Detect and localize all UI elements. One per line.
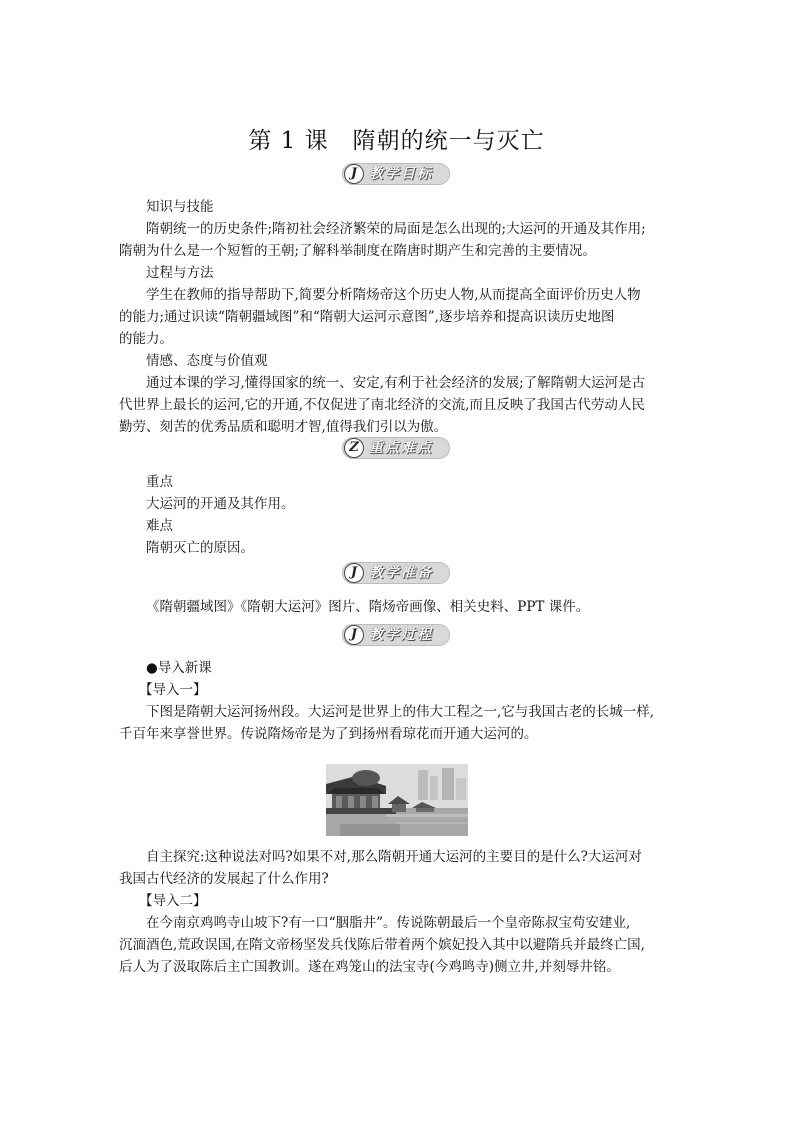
- paragraph-line: 隋朝为什么是一个短暂的王朝;了解科举制度在隋唐时期产生和完善的主要情况。: [119, 243, 597, 259]
- paragraph-line: 隋朝灭亡的原因。: [146, 540, 254, 556]
- section-badge-label: 教学目标: [369, 166, 433, 182]
- focus-heading-key: 重点: [146, 474, 173, 490]
- goal-heading-values: 情感、态度与价值观: [146, 353, 268, 369]
- section-letter-icon: J: [344, 563, 364, 583]
- section-badge-goals: [342, 163, 450, 185]
- paragraph-line: 大运河的开通及其作用。: [146, 496, 295, 512]
- paragraph-line: 沉湎酒色,荒政误国,在隋文帝杨坚发兵伐陈后带着两个嫔妃投入其中以避隋兵并最终亡国,: [119, 937, 645, 953]
- paragraph-line: 代世界上最长的运河,它的开通,不仅促进了南北经济的交流,而且反映了我国古代劳动人民: [119, 397, 645, 413]
- paragraph-line: 通过本课的学习,懂得国家的统一、安定,有利于社会经济的发展;了解隋朝大运河是古: [146, 375, 646, 391]
- grand-canal-photo: [326, 764, 468, 836]
- process-subheading-one: 【导入一】: [139, 682, 207, 698]
- section-letter-icon: Z: [344, 438, 364, 458]
- paragraph-line: 下图是隋朝大运河扬州段。大运河是世界上的伟大工程之一,它与我国古老的长城一样,: [146, 704, 655, 720]
- paragraph-line: 我国古代经济的发展起了什么作用?: [119, 871, 329, 887]
- section-badge-process: [342, 624, 450, 646]
- section-letter-icon: J: [344, 625, 364, 645]
- paragraph-line: 的能力;通过识读“隋朝疆域图”和“隋朝大运河示意图”,逐步培养和提高识读历史地图: [119, 309, 615, 325]
- paragraph-line: 千百年来享誉世界。传说隋炀帝是为了到扬州看琼花而开通大运河的。: [119, 726, 538, 742]
- paragraph-line: 学生在教师的指导帮助下,简要分析隋炀帝这个历史人物,从而提高全面评价历史人物: [146, 287, 641, 303]
- focus-heading-difficult: 难点: [146, 518, 173, 534]
- paragraph-line: 的能力。: [119, 331, 173, 347]
- paragraph-line: 在今南京鸡鸣寺山坡下?有一口“胭脂井”。传说陈朝最后一个皇帝陈叔宝苟安建业,: [146, 915, 631, 931]
- paragraph-line: 自主探究:这种说法对吗?如果不对,那么隋朝开通大运河的主要目的是什么?大运河对: [146, 849, 642, 865]
- page-title: 第 1 课 隋朝的统一与灭亡: [248, 128, 545, 154]
- goal-heading-method: 过程与方法: [146, 265, 214, 281]
- process-heading-intro: ●导入新课: [146, 660, 212, 676]
- section-letter-icon: J: [344, 164, 364, 184]
- section-badge-label: 教学准备: [369, 565, 433, 581]
- section-badge-label: 教学过程: [369, 627, 433, 643]
- section-badge-focus: [342, 437, 450, 459]
- goal-heading-knowledge: 知识与技能: [146, 199, 214, 215]
- paragraph-line: 后人为了汲取陈后主亡国教训。遂在鸡笼山的法宝寺(今鸡鸣寺)侧立井,并刻辱井铭。: [119, 959, 620, 975]
- paragraph-line: 隋朝统一的历史条件;隋初社会经济繁荣的局面是怎么出现的;大运河的开通及其作用;: [146, 221, 646, 237]
- section-badge-prep: [342, 562, 450, 584]
- section-badge-label: 重点难点: [369, 440, 433, 456]
- paragraph-line: 勤劳、刻苦的优秀品质和聪明才智,值得我们引以为傲。: [119, 419, 448, 435]
- process-subheading-two: 【导入二】: [139, 893, 207, 909]
- paragraph-line: 《隋朝疆域图》《隋朝大运河》图片、隋炀帝画像、相关史料、PPT 课件。: [146, 599, 590, 615]
